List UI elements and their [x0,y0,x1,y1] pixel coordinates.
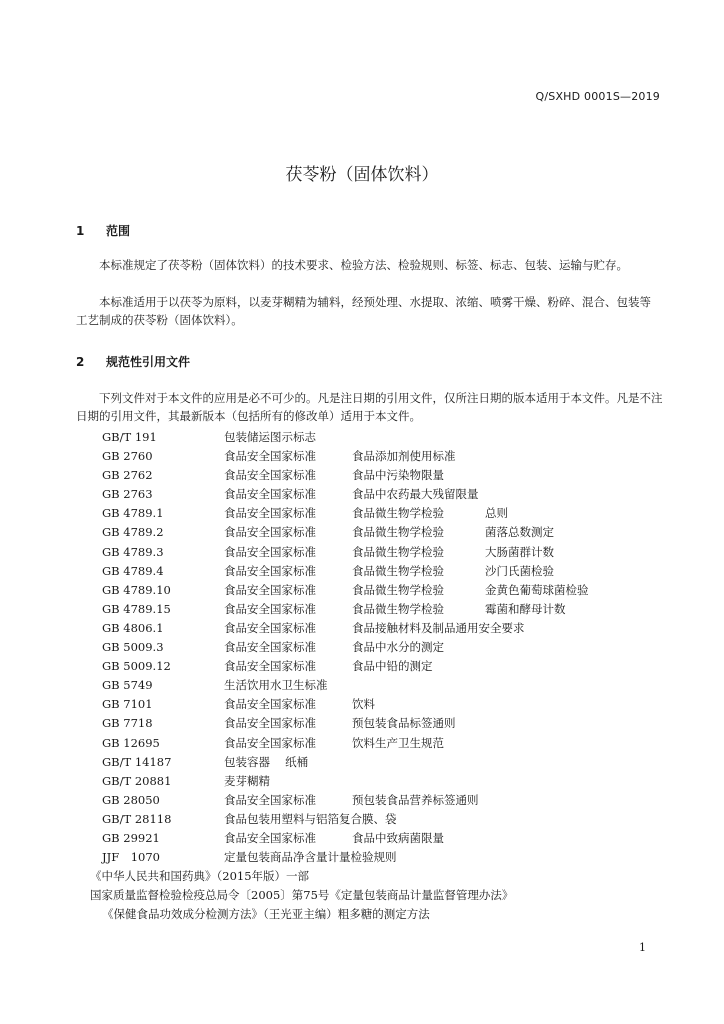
reference-title-part: 食品微生物学检验 [352,506,444,521]
paragraph: 下列文件对于本文件的应用是必不可少的。凡是注日期的引用文件，仅所注日期的版本适用于本文件。凡是不注日期的引用文件，其最新版本（包括所有的修改单）适用于本文件。 [76,391,663,423]
reference-code: GB 2763 [102,487,153,502]
reference-title-part: 食品安全国家标准 [224,792,316,807]
reference-code: GB 4789.1 [102,506,164,521]
reference-code: GB 4789.4 [102,563,164,578]
reference-title-part: 食品中水分的测定 [352,640,444,655]
reference-code: GB 4789.15 [102,601,171,616]
reference-row [90,886,682,905]
reference-code: GB 7718 [102,716,153,731]
reference-title-part: 生活饮用水卫生标准 [224,678,328,693]
reference-code: GB 7101 [102,697,153,712]
reference-code: GB 4789.2 [102,525,164,540]
reference-row [102,447,682,466]
reference-title-part: 食品安全国家标准 [224,620,316,635]
reference-title-part: 饮料生产卫生规范 [352,735,444,750]
reference-title-part: 食品包装用塑料与铝箔复合膜、袋 [224,811,397,826]
reference-row [90,867,682,886]
reference-code: GB 4789.3 [102,544,164,559]
reference-title-part: 预包装食品营养标签通则 [352,792,479,807]
reference-code: GB/T 28118 [102,811,172,826]
reference-title-part: 菌落总数测定 [485,525,554,540]
reference-code: GB 28050 [102,792,160,807]
reference-title-part: 食品微生物学检验 [352,544,444,559]
reference-publication: 《中华人民共和国药典》（2015年版）一部 [90,869,310,884]
reference-title-part: 食品安全国家标准 [224,640,316,655]
reference-list [90,428,682,924]
reference-code: GB/T 14187 [102,754,172,769]
section-number: 2 [76,355,85,369]
reference-code: GB/T 191 [102,430,157,444]
page-number: 1 [639,941,646,954]
reference-code: GB 5009.12 [102,659,171,674]
reference-row [102,466,682,485]
document-title: 茯苓粉（固体饮料） [285,165,439,185]
reference-title-part: 食品微生物学检验 [352,525,444,540]
reference-title-part: 食品安全国家标准 [224,487,316,502]
reference-title-part: 食品接触材料及制品通用安全要求 [352,620,525,635]
reference-title-part: 食品安全国家标准 [224,697,316,712]
reference-code: GB 5749 [102,678,153,693]
reference-title-part: 预包装食品标签通则 [352,716,456,731]
reference-row [102,600,682,619]
reference-title-part: 金黄色葡萄球菌检验 [485,582,589,597]
reference-title-part: 包装容器 纸桶 [224,754,309,769]
reference-title-part: 食品添加剂使用标准 [352,449,456,464]
reference-publication: 国家质量监督检验检疫总局令〔2005〕第75号《定量包装商品计量监督管理办法》 [90,888,514,903]
reference-row [102,810,682,829]
reference-title-part: 食品中农药最大残留限量 [352,487,479,502]
reference-row [102,791,682,810]
reference-title-part: 大肠菌群计数 [485,544,554,559]
reference-code: GB/T 20881 [102,773,172,788]
reference-row [102,638,682,657]
reference-code: GB 4789.10 [102,582,171,597]
reference-row [102,428,682,447]
reference-title-part: 食品微生物学检验 [352,582,444,597]
reference-title-part: 定量包装商品净含量计量检验规则 [224,850,397,865]
reference-title-part: 食品安全国家标准 [224,449,316,464]
section-heading-normative-references [76,353,190,370]
reference-title-part: 食品安全国家标准 [224,601,316,616]
reference-row [102,734,682,753]
reference-publication: 《保健食品功效成分检测方法》（王光亚主编）粗多糖的测定方法 [102,907,430,922]
reference-row [102,562,682,581]
reference-row [102,504,682,523]
reference-title-part: 食品微生物学检验 [352,601,444,616]
reference-title-part: 食品安全国家标准 [224,659,316,674]
reference-code: JJF 1070 [102,850,160,865]
section-title: 规范性引用文件 [106,355,191,369]
reference-code: GB 4806.1 [102,620,164,635]
reference-row [102,714,682,733]
section-title: 范围 [106,224,131,238]
reference-code: GB 5009.3 [102,640,164,655]
reference-row [102,619,682,638]
reference-title-part: 饮料 [352,697,375,712]
reference-row [102,485,682,504]
reference-title-part: 包装储运图示标志 [224,430,316,444]
reference-row [102,695,682,714]
reference-title-part: 食品安全国家标准 [224,716,316,731]
section-heading-scope [76,222,130,239]
reference-title-part: 麦芽糊精 [224,773,270,788]
reference-title-part: 食品安全国家标准 [224,544,316,559]
reference-row [102,676,682,695]
reference-row [102,772,682,791]
reference-title-part: 霉菌和酵母计数 [485,601,566,616]
reference-title-part: 食品微生物学检验 [352,563,444,578]
reference-row [102,657,682,676]
reference-code: GB 2762 [102,468,153,483]
reference-title-part: 食品安全国家标准 [224,506,316,521]
reference-title-part: 食品中致病菌限量 [352,830,444,845]
reference-row [102,581,682,600]
document-number: Q/SXHD 0001S—2019 [535,90,660,103]
reference-code: GB 12695 [102,735,160,750]
paragraph: 本标准适用于以茯苓为原料，以麦芽糊精为辅料，经预处理、水提取、浓缩、喷雾干燥、粉碎、混合、包装等工艺制成的茯苓粉（固体饮料）。 [76,295,651,327]
paragraph: 本标准规定了茯苓粉（固体饮料）的技术要求、检验方法、检验规则、标签、标志、包装、运输与贮存。 [99,258,628,272]
reference-title-part: 食品安全国家标准 [224,830,316,845]
reference-title-part: 食品安全国家标准 [224,735,316,750]
reference-row [102,753,682,772]
reference-title-part: 食品安全国家标准 [224,468,316,483]
reference-code: GB 29921 [102,830,160,845]
section-number: 1 [76,224,85,238]
reference-row [102,905,682,924]
reference-title-part: 食品中污染物限量 [352,468,444,483]
reference-code: GB 2760 [102,449,153,464]
reference-title-part: 总则 [485,506,508,521]
reference-title-part: 食品中铅的测定 [352,659,433,674]
reference-row [102,848,682,867]
reference-title-part: 食品安全国家标准 [224,563,316,578]
reference-title-part: 食品安全国家标准 [224,525,316,540]
reference-row [102,543,682,562]
reference-row [102,829,682,848]
reference-title-part: 食品安全国家标准 [224,582,316,597]
reference-title-part: 沙门氏菌检验 [485,563,554,578]
reference-row [102,523,682,542]
